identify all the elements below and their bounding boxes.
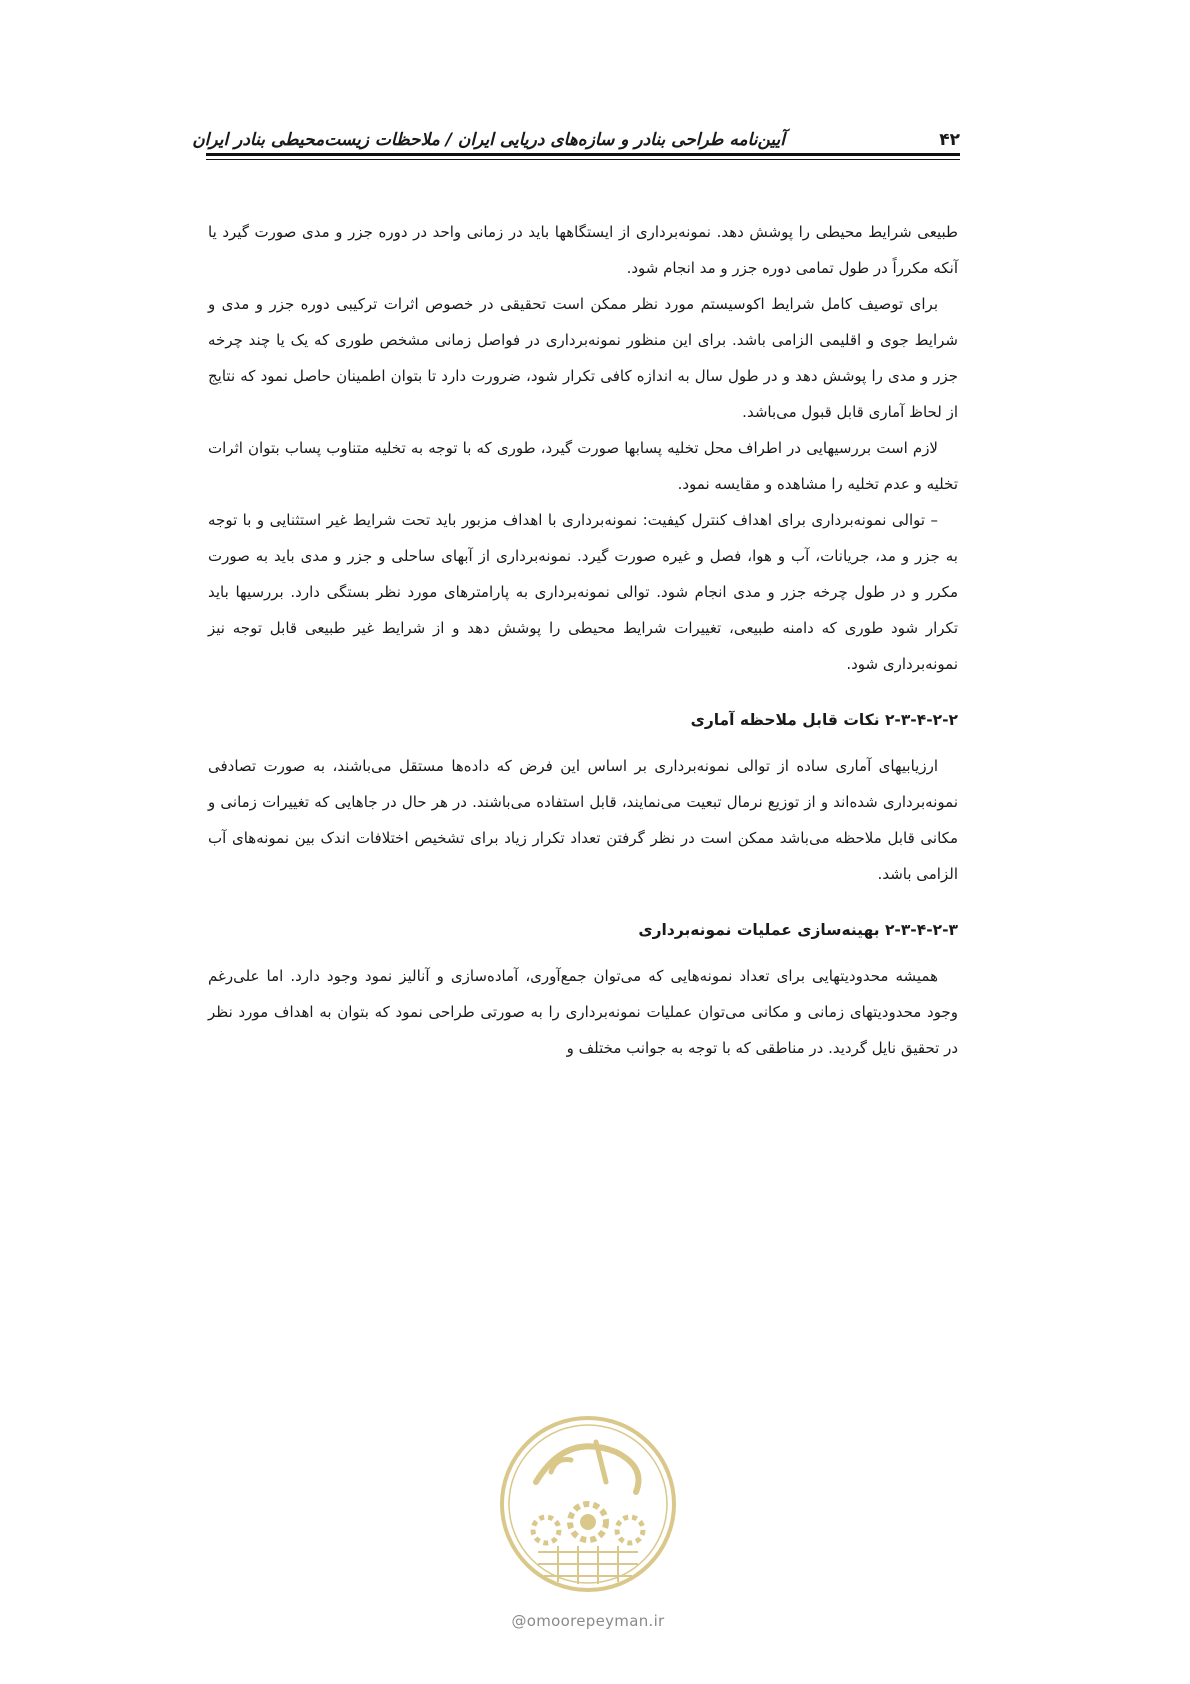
page-number: ۴۲: [939, 130, 960, 150]
section-heading-optimization: ۲-۳-۴-۲-۳ بهینه‌سازی عملیات نمونه‌برداری: [638, 921, 958, 939]
paragraph-4: – توالی نمونه‌برداری برای اهداف کنترل کیفیت: نمونه‌برداری با اهداف مزبور باید تحت شرایط غیر استثنایی و با توجه به جزر و مد، جریانات، آب و هوا، فصل و غیره صورت گیرد. نمونه‌برداری از آبهای ساحلی و جزر و مدی باید به صورت مکرر و در طول چرخه جزر و مدی انجام شود. توالی نمونه‌برداری به پارامترهای مورد نظر بستگی دارد. بررسیها باید تکرار شود طوری که دامنه طبیعی، تغییرات شرایط محیطی را پوشش دهد و از شرایط غیر طبیعی قابل توجه نیز نمونه‌برداری شود.: [208, 511, 958, 673]
header-rule-thin: [206, 159, 960, 160]
header-rule-thick: [206, 153, 960, 156]
body-text: [208, 214, 958, 1066]
section-heading-statistical: ۲-۳-۴-۲-۲ نکات قابل ملاحظه آماری: [690, 711, 958, 729]
paragraph-2: برای توصیف کامل شرایط اکوسیستم مورد نظر ممکن است تحقیقی در خصوص اثرات ترکیبی دوره جزر و مدی و شرایط جوی و اقلیمی الزامی باشد. برای این منظور نمونه‌برداری در فواصل زمانی مشخص طوری که یک یا چند چرخه جزر و مدی را پوشش دهد و در طول سال به اندازه کافی تکرار شود، ضرورت دارد تا بتوان اطمینان حاصل نمود که نتایج از لحاظ آماری قابل قبول می‌باشد.: [208, 295, 958, 421]
paragraph-1: طبیعی شرایط محیطی را پوشش دهد. نمونه‌برداری از ایستگاهها باید در زمانی واحد در دوره جزر و مدی صورت گیرد یا آنکه مکرراً در طول تمامی دوره جزر و مد انجام شود.: [208, 223, 958, 277]
paragraph-3: لازم است بررسیهایی در اطراف محل تخلیه پسابها صورت گیرد، طوری که با توجه به تخلیه متناوب پساب بتوان اثرات تخلیه و عدم تخلیه را مشاهده و مقایسه نمود.: [208, 439, 958, 493]
paragraph-statistical: ارزیابیهای آماری ساده از توالی نمونه‌برداری بر اساس این فرض که داده‌ها مستقل می‌باشند، به صورت تصادفی نمونه‌برداری شده‌اند و از توزیع نرمال تبعیت می‌نمایند، قابل استفاده می‌باشند. در هر حال در جاهایی که تغییرات زمانی و مکانی قابل ملاحظه می‌باشد ممکن است در نظر گرفتن تعداد تکرار زیاد برای تشخیص اختلافات اندک بین نمونه‌های آب الزامی باشد.: [208, 757, 958, 883]
header-title: آیین‌نامه طراحی بنادر و سازه‌های دریایی ایران / ملاحظات زیست‌محیطی بنادر ایران: [192, 130, 785, 150]
paragraph-optimization: همیشه محدودیتهایی برای تعداد نمونه‌هایی که می‌توان جمع‌آوری، آماده‌سازی و آنالیز نمود وجود دارد. اما علی‌رغم وجود محدودیتهای زمانی و مکانی می‌توان عملیات نمونه‌برداری را به صورتی طراحی نمود که بتوان به اهداف مورد نظر در تحقیق نایل گردید. در مناطقی که با توجه به جوانب مختلف و: [208, 967, 958, 1057]
watermark-website: @omoorepeyman.ir: [511, 1612, 665, 1630]
watermark-logo: [496, 1412, 680, 1596]
